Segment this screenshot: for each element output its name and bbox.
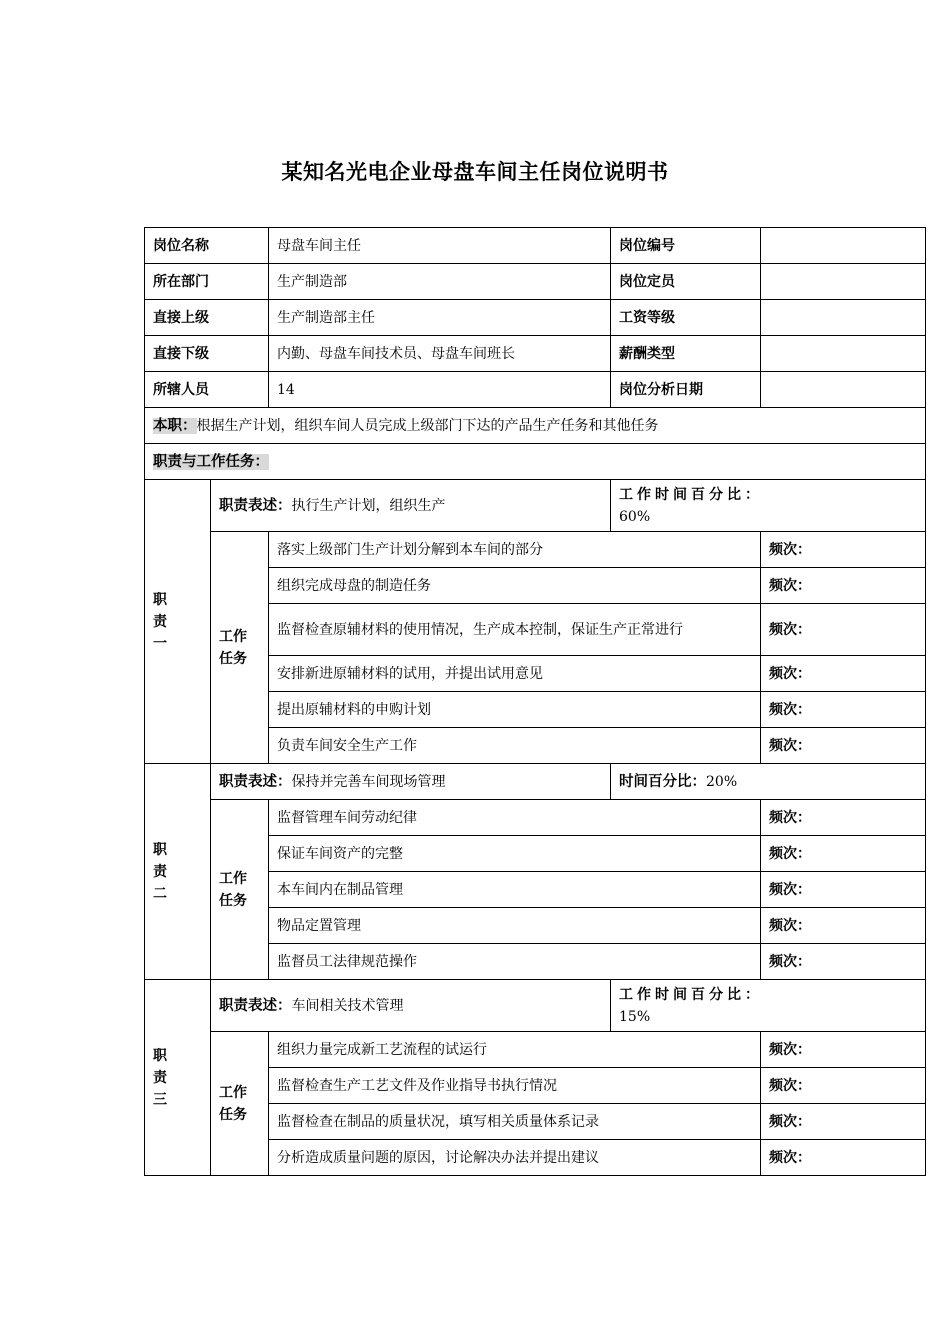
statement-label: 职责表述：: [219, 497, 292, 514]
work-task-label-line: 任务: [219, 650, 247, 667]
label-salary-grade: 工资等级: [611, 300, 761, 336]
value-direct-superior: 生产制造部主任: [269, 300, 611, 336]
duty-label-char: 二: [153, 885, 167, 902]
label-analysis-date: 岗位分析日期: [611, 372, 761, 408]
time-percent-value: 60%: [619, 508, 651, 525]
frequency-label: 频次：: [761, 656, 926, 692]
task-text: 监督员工法律规范操作: [269, 944, 761, 980]
value-staff-count: 14: [269, 372, 611, 408]
time-percent-label: 工作时间百分比：: [619, 486, 763, 503]
label-staff-count: 所辖人员: [145, 372, 269, 408]
task-row: [145, 1032, 926, 1068]
duty-label-char: 职: [153, 841, 167, 858]
time-percent-label: 工作时间百分比：: [619, 986, 763, 1003]
work-task-label-line: 工作: [219, 1084, 247, 1101]
task-text: 监督检查生产工艺文件及作业指导书执行情况: [269, 1068, 761, 1104]
label-position-name: 岗位名称: [145, 228, 269, 264]
main-duty-label: 本职：: [153, 417, 197, 434]
duties-header-row: [145, 444, 926, 480]
task-text: 物品定置管理: [269, 908, 761, 944]
task-row: [145, 800, 926, 836]
task-text: 监督检查在制品的质量状况，填写相关质量体系记录: [269, 1104, 761, 1140]
duty-statement-row: [145, 764, 926, 800]
duty-label-char: 责: [153, 863, 167, 880]
label-direct-subordinates: 直接下级: [145, 336, 269, 372]
frequency-label: 频次：: [761, 604, 926, 656]
duty-statement-row: [145, 480, 926, 532]
duty-statement-cell: [211, 480, 611, 532]
frequency-label: 频次：: [761, 944, 926, 980]
value-headcount: [761, 264, 926, 300]
duty-3-label: [145, 980, 211, 1176]
info-row: [145, 228, 926, 264]
task-text: 监督管理车间劳动纪律: [269, 800, 761, 836]
task-text: 提出原辅材料的申购计划: [269, 692, 761, 728]
duty-label-char: 责: [153, 1069, 167, 1086]
task-text: 分析造成质量问题的原因，讨论解决办法并提出建议: [269, 1140, 761, 1176]
info-row: [145, 336, 926, 372]
frequency-label: 频次：: [761, 728, 926, 764]
main-duty-row: [145, 408, 926, 444]
document-title: 某知名光电企业母盘车间主任岗位说明书: [281, 160, 669, 184]
time-percent-cell: [611, 980, 926, 1032]
value-pay-type: [761, 336, 926, 372]
statement-label: 职责表述：: [219, 997, 292, 1014]
value-position-name: 母盘车间主任: [269, 228, 611, 264]
work-task-label-line: 工作: [219, 870, 247, 887]
frequency-label: 频次：: [761, 1140, 926, 1176]
duties-header-cell: [145, 444, 926, 480]
work-task-label-line: 工作: [219, 628, 247, 645]
task-text: 组织力量完成新工艺流程的试运行: [269, 1032, 761, 1068]
frequency-label: 频次：: [761, 1068, 926, 1104]
frequency-label: 频次：: [761, 1104, 926, 1140]
frequency-label: 频次：: [761, 872, 926, 908]
task-text: 保证车间资产的完整: [269, 836, 761, 872]
task-text: 安排新进原辅材料的试用，并提出试用意见: [269, 656, 761, 692]
frequency-label: 频次：: [761, 1032, 926, 1068]
duty-statement-cell: [211, 980, 611, 1032]
main-duty-text: 根据生产计划，组织车间人员完成上级部门下达的产品生产任务和其他任务: [196, 417, 659, 434]
task-text: 本车间内在制品管理: [269, 872, 761, 908]
time-percent-cell: [611, 764, 926, 800]
duties-header: 职责与工作任务：: [153, 453, 269, 470]
label-department: 所在部门: [145, 264, 269, 300]
time-percent-value: 20%: [706, 773, 738, 790]
label-headcount: 岗位定员: [611, 264, 761, 300]
work-task-label: [211, 800, 269, 980]
duty-statement-row: [145, 980, 926, 1032]
statement-label: 职责表述：: [219, 773, 292, 790]
task-row: [145, 532, 926, 568]
job-description-table: [144, 227, 926, 1176]
time-percent-label: 时间百分比：: [619, 773, 706, 790]
work-task-label-line: 任务: [219, 892, 247, 909]
frequency-label: 频次：: [761, 532, 926, 568]
task-text: 负责车间安全生产工作: [269, 728, 761, 764]
label-pay-type: 薪酬类型: [611, 336, 761, 372]
work-task-label: [211, 532, 269, 764]
task-text: 监督检查原辅材料的使用情况，生产成本控制，保证生产正常进行: [269, 604, 761, 656]
time-percent-cell: [611, 480, 926, 532]
frequency-label: 频次：: [761, 908, 926, 944]
duty-2-label: [145, 764, 211, 980]
label-direct-superior: 直接上级: [145, 300, 269, 336]
duty-1-label: [145, 480, 211, 764]
value-direct-subordinates: 内勤、母盘车间技术员、母盘车间班长: [269, 336, 611, 372]
label-position-code: 岗位编号: [611, 228, 761, 264]
main-duty-cell: [145, 408, 926, 444]
task-text: 组织完成母盘的制造任务: [269, 568, 761, 604]
frequency-label: 频次：: [761, 692, 926, 728]
work-task-label-line: 任务: [219, 1106, 247, 1123]
duty-label-char: 职: [153, 591, 167, 608]
frequency-label: 频次：: [761, 836, 926, 872]
frequency-label: 频次：: [761, 568, 926, 604]
value-salary-grade: [761, 300, 926, 336]
info-row: [145, 264, 926, 300]
work-task-label: [211, 1032, 269, 1176]
value-analysis-date: [761, 372, 926, 408]
duty-statement: 保持并完善车间现场管理: [291, 773, 446, 790]
duty-label-char: 责: [153, 613, 167, 630]
duty-statement: 执行生产计划，组织生产: [291, 497, 446, 514]
frequency-label: 频次：: [761, 800, 926, 836]
duty-label-char: 职: [153, 1047, 167, 1064]
duty-statement: 车间相关技术管理: [291, 997, 404, 1014]
info-row: [145, 372, 926, 408]
task-text: 落实上级部门生产计划分解到本车间的部分: [269, 532, 761, 568]
value-department: 生产制造部: [269, 264, 611, 300]
duty-statement-cell: [211, 764, 611, 800]
duty-label-char: 一: [153, 635, 167, 652]
time-percent-value: 15%: [619, 1008, 651, 1025]
info-row: [145, 300, 926, 336]
value-position-code: [761, 228, 926, 264]
duty-label-char: 三: [153, 1091, 167, 1108]
